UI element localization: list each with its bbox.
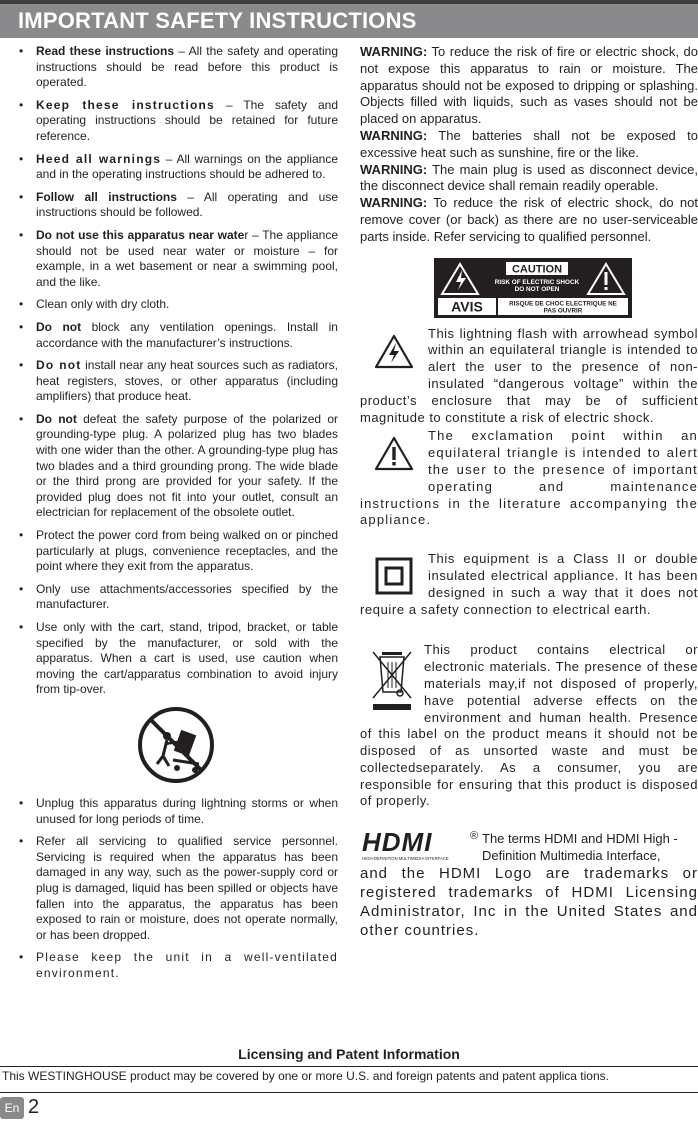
list-item: • Do not block any ventilation openings. Install in accordance with the manufacturer’s instructions. bbox=[14, 320, 338, 351]
caution-label bbox=[434, 258, 632, 318]
caution-line-2: DO NOT OPEN bbox=[514, 285, 560, 293]
list-item: • Read these instructions – All the safety and operating instructions should be read before this product is operated. bbox=[14, 44, 338, 91]
lightning-triangle-icon bbox=[360, 326, 428, 378]
patent-notice: This WESTINGHOUSE product may be covered by one or more U.S. and foreign patents and patent applica tions. bbox=[2, 1069, 609, 1083]
registered-mark: ® bbox=[470, 830, 479, 843]
left-column bbox=[14, 44, 338, 989]
avis-line-2: PAS OUVRIR bbox=[543, 307, 583, 315]
page-number: 2 bbox=[28, 1096, 40, 1118]
weee-description: This product contains electrical or electronic materials. The presence of these materials may,if not disposed of properly, have potential adverse effects on the environment and human health. Presence of this label on the product means it should not be disposed of as unsorted waste and must be collectedseparately. As a consumer, you are responsible for ensuring that this product is disposed of properly. bbox=[360, 642, 698, 809]
hdmi-text-2: and the HDMI Logo are trademarks or registered trademarks of HDMI Licensing Administrator, Inc in the United States and other countries. bbox=[360, 865, 698, 940]
exclamation-description: The exclamation point within an equilateral triangle is intended to alert the user to the presence of important operating and maintenance instructions in the literature accompanying the appliance. bbox=[360, 428, 698, 528]
avis-line-1: RISQUE DE CHOC ELECTRIQUE NE bbox=[509, 300, 617, 308]
lightning-symbol-block bbox=[360, 326, 698, 427]
svg-text:HDMI: HDMI bbox=[362, 830, 433, 858]
divider bbox=[0, 1066, 698, 1067]
exclamation-symbol-block bbox=[360, 428, 698, 529]
weee-symbol-block bbox=[360, 642, 698, 810]
hdmi-logo bbox=[360, 830, 482, 864]
double-square-icon bbox=[360, 551, 428, 601]
class-ii-description: This equipment is a Class II or double insulated electrical appliance. It has been designed in such a way that it does not require a safety connection to electrical earth. bbox=[360, 551, 698, 617]
cart-tipover-warning-icon bbox=[14, 706, 338, 784]
lightning-description: This lightning flash with arrowhead symbol within an equilateral triangle is intended to alert the user to the presence of non-insulated “dangerous voltage” within the product’s enclosure that may be of sufficient magnitude to constitute a risk of electric shock. bbox=[360, 325, 698, 425]
class-ii-symbol-block bbox=[360, 551, 698, 618]
safety-instructions-list-2 bbox=[14, 796, 338, 982]
list-item: • Do not use this apparatus near water – The appliance should not be used near water or moisture – for example, in a wet basement or near a swimming pool, and the like. bbox=[14, 228, 338, 290]
list-item: • Only use attachments/accessories specified by the manufacturer. bbox=[14, 582, 338, 613]
caution-word: CAUTION bbox=[511, 263, 563, 276]
warning-paragraph: WARNING: To reduce the risk of fire or electric shock, do not expose this apparatus to rain or moisture. The apparatus should not be exposed to dripping or splashing. Objects filled with liquids, such as vases should not be placed on apparatus. bbox=[360, 44, 698, 127]
divider bbox=[0, 1092, 698, 1093]
licensing-heading: Licensing and Patent Information bbox=[238, 1046, 460, 1062]
exclamation-triangle-icon bbox=[360, 428, 428, 480]
list-item: • Do not install near any heat sources such as radiators, heat registers, stoves, or other apparatus (including amplifiers) that produce heat. bbox=[14, 358, 338, 405]
avis-word: AVIS bbox=[451, 298, 483, 315]
language-badge: En bbox=[0, 1097, 24, 1119]
list-item: • Clean only with dry cloth. bbox=[14, 297, 338, 313]
list-item: • Heed all warnings – All warnings on the appliance and in the operating instructions should be adhered to. bbox=[14, 152, 338, 183]
list-item: • Follow all instructions – All operating and use instructions should be followed. bbox=[14, 190, 338, 221]
list-item: • Refer all servicing to qualified service personnel. Servicing is required when the apparatus has been damaged in any way, such as the power-supply cord or plug is damaged, liquid has been spilled or objects have fallen into the apparatus, the apparatus has been exposed to rain or moisture, does not operate normally, or has been dropped. bbox=[14, 834, 338, 943]
svg-text:HIGH-DEFINITION MULTIMEDIA INT: HIGH-DEFINITION MULTIMEDIA INTERFACE bbox=[362, 856, 449, 862]
safety-instructions-list bbox=[14, 44, 338, 698]
caution-line-1: RISK OF ELECTRIC SHOCK bbox=[494, 278, 580, 286]
list-item: • Do not defeat the safety purpose of the polarized or grounding-type plug. A polarized plug has two blades with one wider than the other. A grounding-type plug has two blades and a third grounding prong. The wide blade or the third prong are provided for your safety. If the provided plug does not fit into your outlet, consult an electrician for replacement of the obsolete outlet. bbox=[14, 412, 338, 521]
hdmi-text-1: The terms HDMI and HDMI High -Definition Multimedia Interface, bbox=[482, 831, 678, 864]
list-item: • Protect the power cord from being walked on or pinched particularly at plugs, convenience receptacles, and the point where they exit from the apparatus. bbox=[14, 528, 338, 575]
warning-paragraph: WARNING: The batteries shall not be exposed to excessive heat such as sunshine, fire or the like. bbox=[360, 127, 698, 160]
crossed-bin-icon bbox=[360, 642, 424, 718]
page-title: IMPORTANT SAFETY INSTRUCTIONS bbox=[0, 4, 698, 38]
list-item: • Use only with the cart, stand, tripod, bracket, or table specified by the manufacturer, or sold with the apparatus. When a cart is used, use caution when moving the cart/apparatus combination to avoid injury from tip-over. bbox=[14, 620, 338, 698]
right-column bbox=[360, 44, 698, 940]
list-item: • Unplug this apparatus during lightning storms or when unused for long periods of time. bbox=[14, 796, 338, 827]
hdmi-block bbox=[360, 830, 698, 940]
warning-paragraph: WARNING: The main plug is used as disconnect device, the disconnect device shall remain readily operable. bbox=[360, 161, 698, 194]
warning-paragraph: WARNING: To reduce the risk of electric shock, do not remove cover (or back) as there are no user-serviceable parts inside. Refer servicing to qualified personnel. bbox=[360, 195, 698, 244]
list-item: • Please keep the unit in a well-ventilated environment. bbox=[14, 950, 338, 981]
list-item: • Keep these instructions – The safety and operating instructions should be retained for future reference. bbox=[14, 98, 338, 145]
